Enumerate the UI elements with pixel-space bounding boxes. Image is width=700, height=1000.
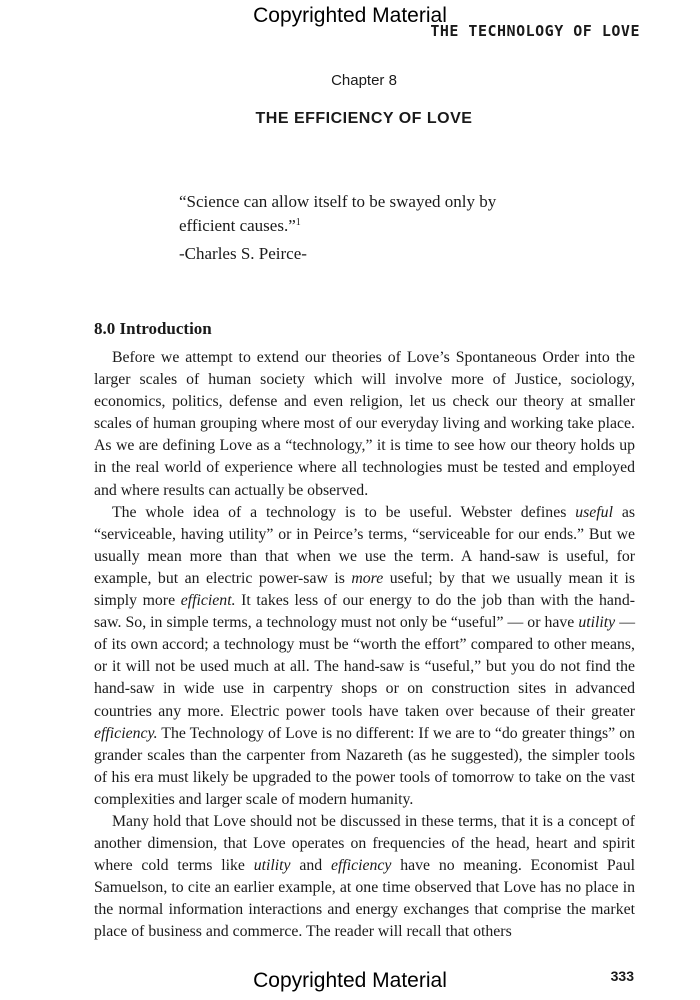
p2-text-2: as “serviceable, having utility” or in Peirce’s terms, “serviceable for our ends.” But we usually mean more than that when we use the term. A hand-saw is useful, for example, but an electric power-saw is [94, 503, 635, 587]
p2-text-1: The whole idea of a technology is to be useful. Webster defines [112, 503, 576, 521]
copyright-watermark-bottom: Copyrighted Material [253, 969, 447, 992]
epigraph [179, 190, 539, 266]
body-text [94, 347, 635, 944]
p2-text-6: The Technology of Love is no different: If we are to “do greater things” on grander scales than the carpenter from Nazareth (as he suggested), the simpler tools of his era must likely be upgraded to the power tools of tomorrow to take on the vast complexities and larger scale of modern humanity. [94, 724, 635, 808]
p2-text-3: useful; by that we usually mean it is simply more [94, 569, 635, 610]
p3-text-2: and [290, 857, 331, 875]
p3-text-3: have no meaning. Economist Paul Samuelson, to cite an earlier example, at one time observed that Love has no place in the normal information interactions and energy exchanges that comprise the market place of business and commerce. The reader will recall that others [94, 857, 635, 941]
epigraph-line-2 [179, 214, 539, 238]
p2-text-5: — of its own accord; a technology must be “worth the effort” compared to other means, or it will not be used much at all. The hand-saw is “useful,” but you do not find the hand-saw in wide use in carpentry shops or on construction sites in advanced countries any more. Electric power tools have taken over because of their greater [94, 614, 635, 720]
page-number: 333 [610, 968, 634, 984]
epigraph-line-1: “Science can allow itself to be swayed only by [179, 192, 497, 211]
paragraph-1: Before we attempt to extend our theories of Love’s Spontaneous Order into the larger scales of human society which will involve more of Justice, sociology, economics, politics, defense and even religion, let us check our theory at smaller scales of human grouping where most of our everyday living and working take place. As we are defining Love as a “technology,” it is time to see how our theory holds up in the real world of experience where all technologies must be tested and employed and where results can actually be observed. [94, 349, 635, 499]
chapter-label: Chapter 8 [331, 72, 397, 89]
footnote-ref[interactable]: 1 [295, 217, 301, 228]
paragraph-2 [94, 502, 635, 811]
paragraph-3 [94, 811, 635, 944]
p3-emphasis-efficiency: efficiency [330, 857, 392, 875]
p2-text-4: It takes less of our energy to do the job than with the hand-saw. So, in simple terms, a technology must not only be “useful” — or have [94, 592, 635, 632]
epigraph-attribution: -Charles S. Peirce- [179, 244, 307, 263]
section-heading: 8.0 Introduction [94, 319, 212, 338]
p2-emphasis-useful: useful [575, 503, 613, 521]
p2-emphasis-utility: utility [578, 614, 616, 632]
p3-text-1: Many hold that Love should not be discussed in these terms, that it is a concept of another dimension, that Love operates on frequencies of the head, heart and spirit where cold terms like [94, 812, 635, 875]
p3-emphasis-utility: utility [253, 857, 291, 875]
p2-emphasis-more: more [351, 569, 384, 587]
p2-emphasis-efficient: efficient. [180, 592, 236, 610]
p2-emphasis-efficiency: efficiency. [94, 724, 158, 742]
copyright-watermark-top: Copyrighted Material [253, 4, 447, 27]
epigraph-line-2-text: efficient causes.” [179, 216, 296, 235]
running-head: THE TECHNOLOGY OF LOVE [430, 22, 640, 40]
chapter-title: THE EFFICIENCY OF LOVE [255, 110, 473, 127]
